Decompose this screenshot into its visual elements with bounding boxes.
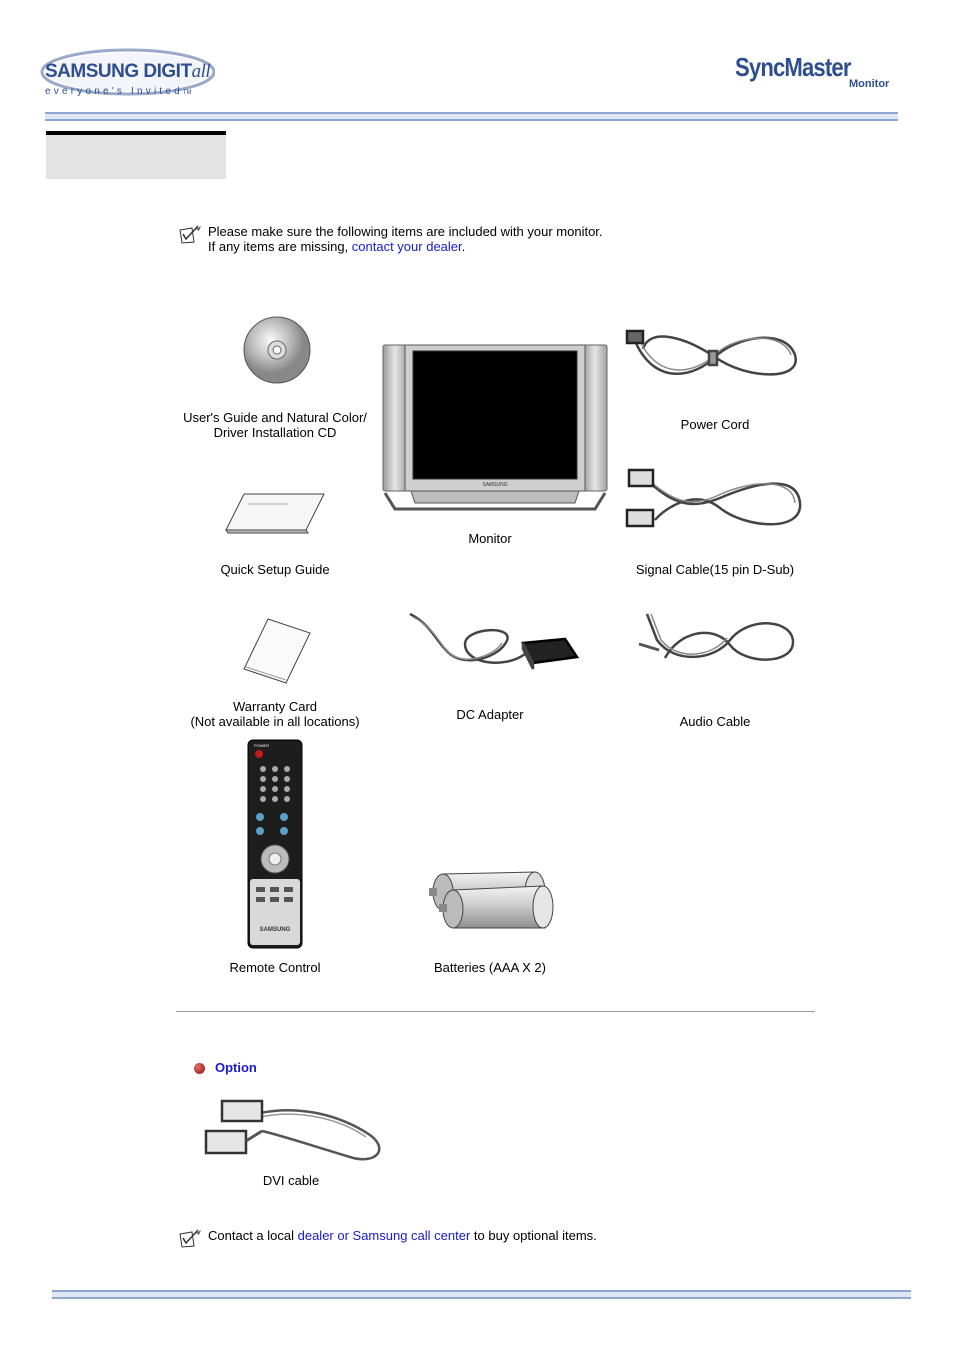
- footer-note: Contact a local dealer or Samsung call center to buy optional items.: [208, 1228, 597, 1243]
- section-divider: [176, 1011, 815, 1012]
- dc-adapter-image: [405, 609, 580, 682]
- footer-rule: [52, 1290, 911, 1299]
- brand-tm: TM: [182, 90, 192, 96]
- signal-cable-caption: Signal Cable(15 pin D-Sub): [635, 562, 795, 577]
- power-cord-image: [625, 327, 805, 390]
- contact-dealer-link[interactable]: contact your dealer: [351, 239, 462, 254]
- brand-tagline: everyone's Invited: [45, 86, 183, 97]
- batteries-caption: Batteries (AAA X 2): [434, 960, 546, 975]
- warranty-caption: Warranty Card (Not available in all locations): [190, 699, 360, 729]
- brand-all: all: [191, 61, 211, 82]
- remote-control-image: [246, 739, 304, 949]
- quick-setup-image: [224, 490, 326, 537]
- quick-setup-caption: Quick Setup Guide: [220, 562, 330, 577]
- samsung-logo: [40, 45, 215, 103]
- signal-cable-image: [625, 468, 805, 541]
- dvi-caption: DVI cable: [262, 1173, 320, 1188]
- batteries-image: [425, 870, 557, 935]
- option-heading: Option: [215, 1060, 257, 1075]
- option-bullet-icon: [194, 1063, 205, 1074]
- remote-power-label: POWER: [254, 743, 270, 748]
- cd-image: [243, 316, 311, 387]
- syncmaster-sub: Monitor: [849, 78, 890, 90]
- power-cord-caption: Power Cord: [680, 417, 750, 432]
- monitor-brand: SAMSUNG: [482, 482, 508, 488]
- brand-main: SAMSUNG DIGIT: [45, 61, 192, 82]
- notice-line1: Please make sure the following items are included with your monitor.: [208, 224, 603, 239]
- audio-cable-caption: Audio Cable: [679, 714, 751, 729]
- monitor-image: [381, 343, 609, 516]
- section-title-block: [46, 131, 226, 179]
- header-rule: [45, 112, 898, 121]
- monitor-caption: Monitor: [468, 531, 512, 546]
- syncmaster-logo: [735, 52, 895, 94]
- remote-brand: SAMSUNG: [259, 927, 291, 933]
- notice-line2: If any items are missing, contact your dealer.: [208, 239, 466, 254]
- dc-adapter-caption: DC Adapter: [456, 707, 524, 722]
- remote-caption: Remote Control: [229, 960, 321, 975]
- syncmaster-title: SyncMaster: [735, 52, 851, 82]
- dvi-cable-image: [200, 1095, 385, 1168]
- audio-cable-image: [635, 610, 797, 675]
- warranty-card-image: [240, 617, 312, 688]
- cd-caption: User's Guide and Natural Color/ Driver Installation CD: [183, 410, 367, 440]
- note-pencil-icon: [178, 225, 202, 245]
- note-pencil-icon: [178, 1229, 202, 1249]
- samsung-call-center-link[interactable]: dealer or Samsung call center: [297, 1228, 471, 1243]
